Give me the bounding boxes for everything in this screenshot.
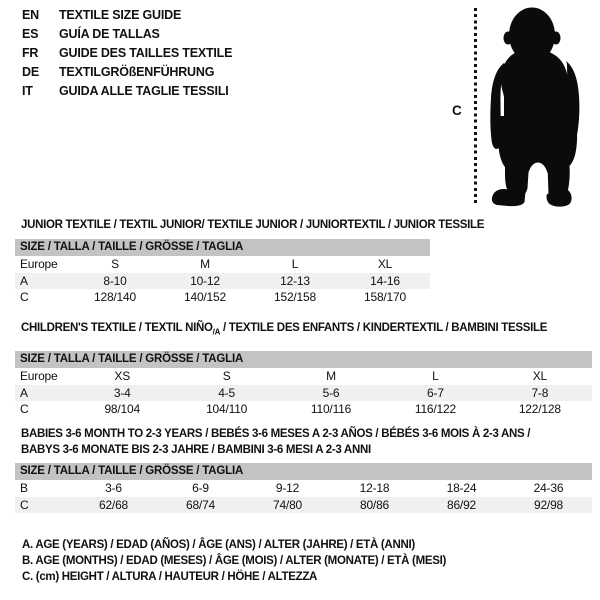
table-cell: 5-6	[322, 385, 340, 400]
toddler-silhouette-shape	[490, 8, 579, 207]
title-text: / TEXTILE DES ENFANTS / KINDERTEXTIL / BAMBINI TESSILE	[220, 322, 548, 334]
language-row	[22, 6, 232, 25]
section-title: JUNIOR TEXTILE / TEXTIL JUNIOR/ TEXTILE JUNIOR / JUNIORTEXTIL / JUNIOR TESSILE	[21, 219, 485, 231]
table-cell: 12-13	[280, 273, 310, 288]
table-cell: 4-5	[218, 385, 235, 400]
row-label: B	[20, 481, 28, 495]
table-cell: 6-9	[192, 481, 209, 495]
note-line: A. AGE (YEARS) / EDAD (AÑOS) / ÂGE (ANS) / ALTER (JAHRE) / ETÀ (ANNI)	[22, 539, 415, 551]
title-subscript: /A	[212, 327, 221, 337]
size-header-bar: SIZE / TALLA / TAILLE / GRÖSSE / TAGLIA	[15, 239, 430, 256]
table-cell: XS	[114, 369, 130, 384]
section-junior-textile	[15, 218, 485, 306]
language-row	[22, 82, 232, 101]
table-cell: 152/158	[274, 290, 316, 304]
language-code: DE	[22, 65, 39, 79]
language-row	[22, 44, 232, 63]
table-cell: 9-12	[275, 481, 300, 495]
size-table	[15, 368, 592, 418]
table-cell: M	[326, 369, 336, 384]
size-header-bar: SIZE / TALLA / TAILLE / GRÖSSE / TAGLIA	[15, 351, 592, 368]
language-title: GUIDA ALLE TAGLIE TESSILI	[59, 84, 229, 98]
table-cell: 62/68	[98, 497, 129, 512]
language-title: GUIDE DES TAILLES TEXTILE	[59, 46, 233, 60]
table-cell: S	[222, 369, 231, 384]
row-label: Europe	[20, 257, 58, 271]
language-code: EN	[22, 8, 39, 22]
note-line: B. AGE (MONTHS) / EDAD (MESES) / ÂGE (MOIS) / ALTER (MONATE) / ETÀ (MESI)	[22, 555, 447, 567]
language-list	[22, 6, 232, 101]
table-cell: 14-16	[370, 273, 400, 288]
table-row	[15, 289, 430, 306]
table-cell: 7-8	[531, 385, 549, 400]
table-cell: L	[291, 257, 299, 271]
size-table	[15, 480, 592, 513]
table-row	[15, 256, 430, 273]
table-cell: 12-18	[359, 481, 390, 495]
table-cell: 3-6	[105, 481, 122, 495]
table-cell: XL	[377, 257, 393, 271]
toddler-silhouette	[487, 4, 592, 210]
table-cell: 8-10	[103, 273, 127, 288]
row-label: C	[20, 290, 29, 304]
section-children-textile	[15, 321, 592, 418]
table-cell: 92/98	[533, 497, 564, 512]
table-cell: 74/80	[272, 497, 303, 512]
table-cell: 18-24	[446, 481, 477, 495]
table-row	[15, 480, 592, 497]
table-cell: 10-12	[190, 273, 220, 288]
table-row	[15, 368, 592, 385]
size-table	[15, 256, 430, 306]
table-cell: S	[111, 257, 119, 271]
notes-list	[22, 537, 446, 585]
table-cell: 68/74	[185, 497, 216, 512]
table-row	[15, 385, 592, 402]
table-cell: 158/170	[364, 290, 406, 304]
table-cell: 140/152	[184, 290, 226, 304]
language-code: FR	[22, 46, 39, 60]
row-label: A	[20, 385, 28, 400]
height-measure-line	[474, 8, 477, 206]
table-cell: 6-7	[427, 385, 444, 400]
language-code: IT	[22, 84, 33, 98]
table-cell: L	[432, 369, 439, 384]
table-cell: 104/110	[206, 402, 248, 417]
table-cell: XL	[532, 369, 547, 384]
table-cell: 98/104	[104, 402, 140, 417]
table-row	[15, 273, 430, 290]
table-cell: 116/122	[414, 402, 456, 417]
table-cell: 122/128	[518, 402, 561, 417]
language-row	[22, 25, 232, 44]
table-cell: 80/86	[359, 497, 390, 512]
section-babies-textile	[15, 426, 592, 513]
language-title: TEXTILGRÖßENFÜHRUNG	[59, 65, 215, 79]
language-title: TEXTILE SIZE GUIDE	[59, 8, 182, 22]
row-label: Europe	[20, 369, 58, 384]
size-header-bar: SIZE / TALLA / TAILLE / GRÖSSE / TAGLIA	[15, 463, 592, 480]
table-cell: 24-36	[533, 481, 564, 495]
table-cell: 110/116	[310, 402, 352, 417]
table-cell: 128/140	[94, 290, 136, 304]
language-code: ES	[22, 27, 39, 41]
note-line: C. (cm) HEIGHT / ALTURA / HAUTEUR / HÖHE / ALTEZZA	[22, 571, 318, 583]
title-line: BABIES 3-6 MONTH TO 2-3 YEARS / BEBÉS 3-6 MESES A 2-3 AÑOS / BÉBÉS 3-6 MOIS À 2-3 ANS /	[21, 428, 531, 440]
table-cell: 86/92	[446, 497, 477, 512]
section-title	[15, 426, 592, 458]
title-text: CHILDREN'S TEXTILE / TEXTIL NIÑO	[21, 322, 213, 334]
table-cell: 3-4	[113, 385, 131, 400]
height-label: C	[452, 103, 462, 118]
row-label: C	[20, 402, 29, 417]
language-row	[22, 63, 232, 82]
title-line: BABYS 3-6 MONATE BIS 2-3 JAHRE / BAMBINI 3-6 MESI A 2-3 ANNI	[21, 444, 371, 456]
language-title: GUÍA DE TALLAS	[59, 27, 160, 41]
table-cell: M	[200, 257, 210, 271]
row-label: C	[20, 497, 29, 512]
table-row	[15, 401, 592, 418]
row-label: A	[20, 273, 28, 288]
table-row	[15, 497, 592, 514]
section-title	[15, 321, 592, 339]
